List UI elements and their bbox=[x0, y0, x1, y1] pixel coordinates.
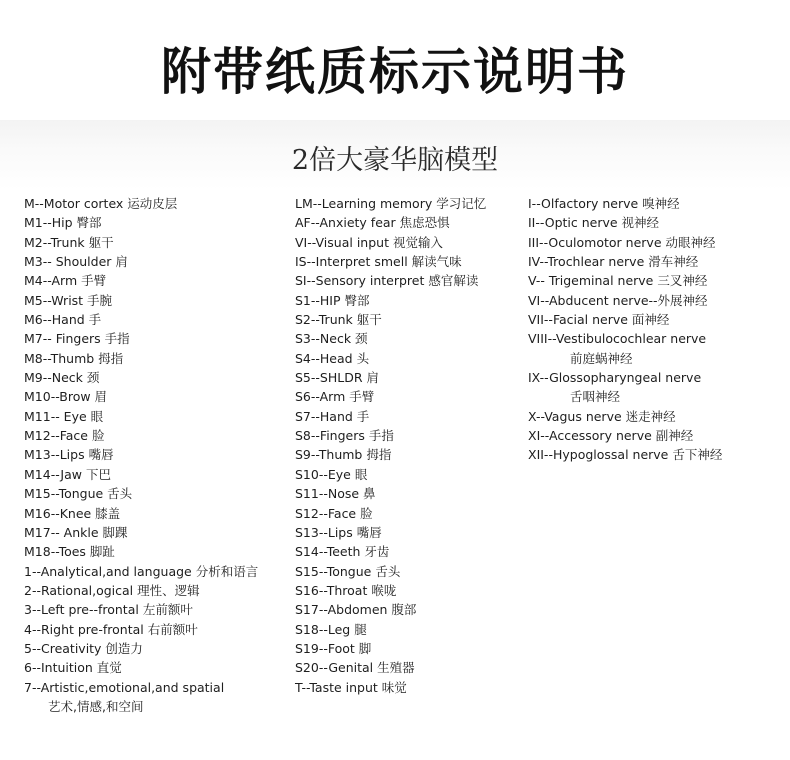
legend-entry: M16--Knee 膝盖 bbox=[24, 505, 121, 521]
legend-entry: S12--Face 脸 bbox=[295, 505, 373, 521]
legend-entry: 1--Analytical,and language 分析和语言 bbox=[24, 563, 259, 579]
legend-entry: XI--Accessory nerve 副神经 bbox=[528, 428, 694, 444]
legend-entry: M14--Jaw 下巴 bbox=[24, 466, 111, 482]
legend-entry: VI--Visual input 视觉输入 bbox=[295, 234, 443, 250]
legend-entry: S17--Abdomen 腹部 bbox=[295, 602, 417, 618]
legend-entry: 4--Right pre-frontal 右前额叶 bbox=[24, 621, 198, 637]
legend-entry: 2--Rational,ogical 理性、逻辑 bbox=[24, 582, 200, 598]
legend-entry: S3--Neck 颈 bbox=[295, 331, 368, 347]
legend-entry: M18--Toes 脚趾 bbox=[24, 544, 115, 560]
legend-entry: S14--Teeth 牙齿 bbox=[295, 544, 390, 560]
legend-entry: IX--Glossopharyngeal nerve bbox=[528, 370, 702, 386]
legend-entry: M6--Hand 手 bbox=[24, 312, 102, 328]
legend-entry: M3-- Shoulder 肩 bbox=[24, 254, 128, 270]
legend-entry: 7--Artistic,emotional,and spatial bbox=[24, 679, 225, 695]
legend-entry: S9--Thumb 拇指 bbox=[295, 447, 392, 463]
legend-entry: XII--Hypoglossal nerve 舌下神经 bbox=[528, 447, 723, 463]
legend-entry: S18--Leg 腿 bbox=[295, 621, 367, 637]
legend-entry: S4--Head 头 bbox=[295, 350, 370, 366]
legend-entry: M10--Brow 眉 bbox=[24, 389, 108, 405]
legend-entry: M--Motor cortex 运动皮层 bbox=[24, 196, 178, 211]
legend-entry: 艺术,情感,和空间 bbox=[48, 698, 144, 714]
legend-entry: I--Olfactory nerve 嗅神经 bbox=[528, 196, 680, 211]
legend-entry: S16--Throat 喉咙 bbox=[295, 582, 397, 598]
legend-entry: II--Optic nerve 视神经 bbox=[528, 215, 660, 231]
legend-entry: V-- Trigeminal nerve 三叉神经 bbox=[528, 273, 708, 289]
legend-entry: 3--Left pre--frontal 左前额叶 bbox=[24, 602, 193, 618]
legend-entry: VII--Facial nerve 面神经 bbox=[528, 312, 670, 328]
page-header bbox=[0, 0, 790, 120]
legend-entry: SI--Sensory interpret 感官解读 bbox=[295, 273, 479, 289]
legend-entry: M12--Face 脸 bbox=[24, 428, 105, 444]
legend-entry: VIII--Vestibulocochlear nerve bbox=[528, 331, 707, 347]
sheet-title: 2倍大豪华脑模型 bbox=[291, 145, 499, 176]
legend-entry: S6--Arm 手臂 bbox=[295, 389, 375, 405]
legend-entry: VI--Abducent nerve--外展神经 bbox=[528, 292, 708, 308]
legend-entry: X--Vagus nerve 迷走神经 bbox=[528, 408, 676, 424]
legend-column-motor bbox=[24, 194, 258, 716]
legend-entry: M9--Neck 颈 bbox=[24, 370, 100, 386]
legend-entry: T--Taste input 味觉 bbox=[295, 679, 407, 695]
page-title: 附带纸质标示说明书 bbox=[161, 43, 629, 101]
legend-entry: S5--SHLDR 肩 bbox=[295, 370, 379, 386]
legend-entry: AF--Anxiety fear 焦虑恐惧 bbox=[295, 215, 450, 231]
legend-entry: S8--Fingers 手指 bbox=[295, 428, 394, 444]
legend-entry: M7-- Fingers 手指 bbox=[24, 331, 130, 347]
legend-entry: 舌咽神经 bbox=[570, 389, 621, 405]
legend-entry: S2--Trunk 躯干 bbox=[295, 312, 382, 328]
legend-entry: M1--Hip 臀部 bbox=[24, 215, 102, 231]
legend-entry: M15--Tongue 舌头 bbox=[24, 486, 133, 502]
legend-entry: S13--Lips 嘴唇 bbox=[295, 524, 382, 540]
legend-entry: S10--Eye 眼 bbox=[295, 466, 368, 482]
legend-entry: 5--Creativity 创造力 bbox=[24, 640, 143, 656]
legend-entry: 6--Intuition 直觉 bbox=[24, 660, 122, 676]
legend-entry: S15--Tongue 舌头 bbox=[295, 563, 401, 579]
legend-entry: M2--Trunk 躯干 bbox=[24, 234, 114, 250]
legend-entry: M4--Arm 手臂 bbox=[24, 273, 107, 289]
legend-entry: IV--Trochlear nerve 滑车神经 bbox=[528, 254, 699, 270]
legend-entry: S7--Hand 手 bbox=[295, 408, 370, 424]
legend-entry: IS--Interpret smell 解读气味 bbox=[295, 254, 462, 270]
legend-entry: M17-- Ankle 脚踝 bbox=[24, 524, 128, 540]
legend-entry: III--Oculomotor nerve 动眼神经 bbox=[528, 234, 716, 250]
legend-entry: 前庭蜗神经 bbox=[570, 350, 633, 366]
legend-entry: S19--Foot 脚 bbox=[295, 640, 372, 656]
legend-entry: LM--Learning memory 学习记忆 bbox=[295, 196, 487, 211]
legend-entry: M8--Thumb 拇指 bbox=[24, 350, 124, 366]
legend-entry: M5--Wrist 手腕 bbox=[24, 292, 113, 308]
legend-entry: S20--Genital 生殖器 bbox=[295, 660, 415, 676]
legend-entry: M13--Lips 嘴唇 bbox=[24, 447, 114, 463]
legend-entry: M11-- Eye 眼 bbox=[24, 408, 104, 424]
legend-entry: S11--Nose 鼻 bbox=[295, 486, 376, 502]
legend-entry: S1--HIP 臀部 bbox=[295, 292, 370, 308]
legend-column-sensory bbox=[295, 194, 486, 697]
legend-column-cranial-nerves bbox=[528, 194, 722, 465]
